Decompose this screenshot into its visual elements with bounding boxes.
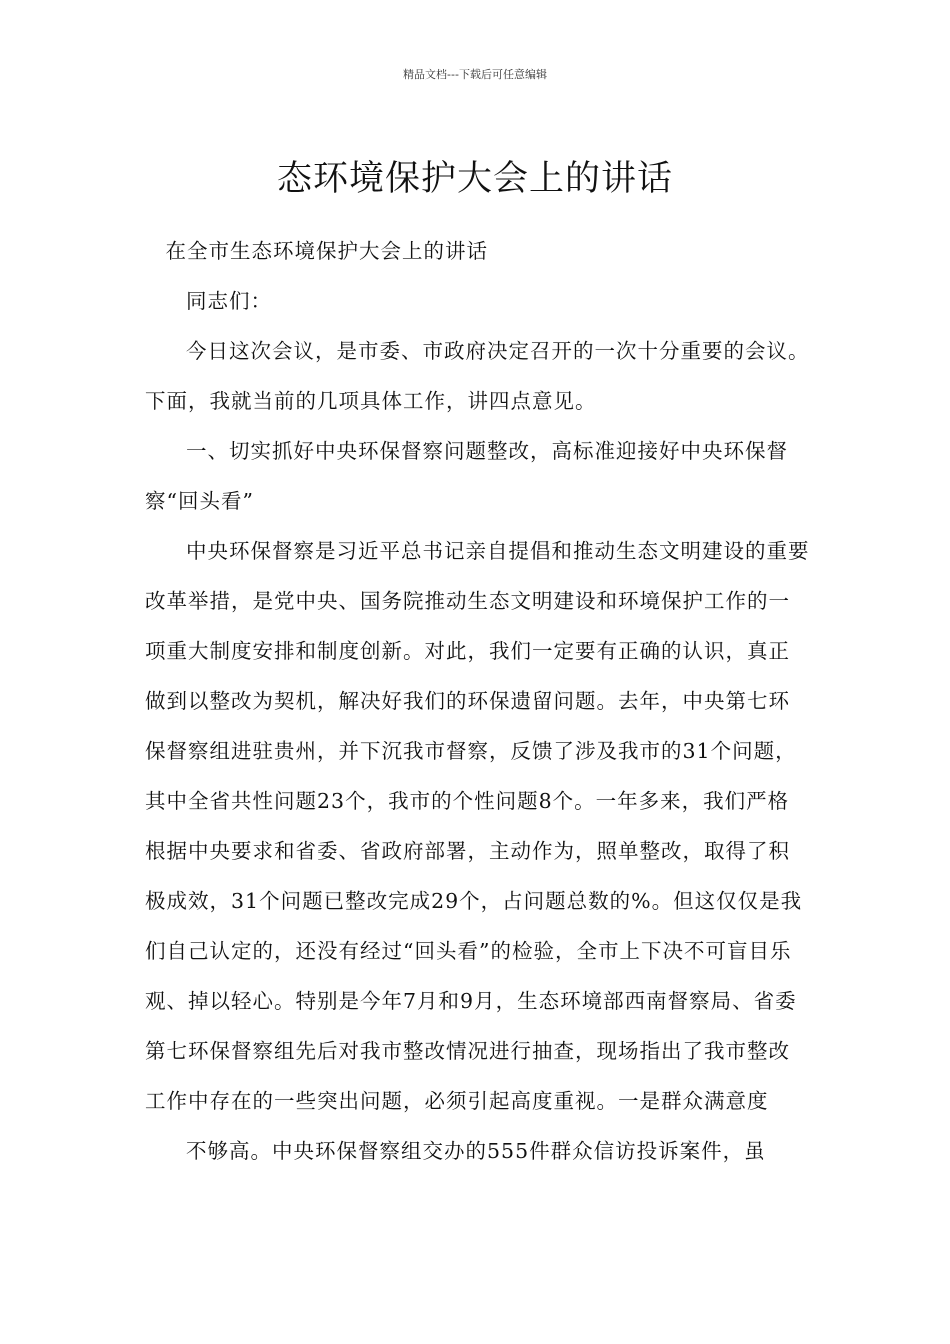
- section-heading-1: 一、切实抓好中央环保督察问题整改，高标准迎接好中央环保督察“回头看”: [145, 439, 788, 513]
- salutation: 同志们：: [186, 289, 272, 313]
- speech-subtitle: 在全市生态环境保护大会上的讲话: [165, 239, 488, 263]
- document-body: [145, 226, 810, 1176]
- header-note: 精品文档---下载后可任意编辑: [403, 68, 547, 81]
- paragraph-body-2: 不够高。中央环保督察组交办的555件群众信访投诉案件，虽: [186, 1139, 766, 1163]
- document-title: 态环境保护大会上的讲话: [276, 159, 673, 200]
- paragraph-body-1: 中央环保督察是习近平总书记亲自提倡和推动生态文明建设的重要改革举措，是党中央、国务院推动生态文明建设和环境保护工作的一项重大制度安排和制度创新。对此，我们一定要有正确的认识，真正做到以整改为契机，解决好我们的环保遗留问题。去年，中央第七环保督察组进驻贵州，并下沉我市督察，反馈了涉及我市的31个问题，其中全省共性问题23个，我市的个性问题8个。一年多来，我们严格根据中央要求和省委、省政府部署，主动作为，照单整改，取得了积极成效，31个问题已整改完成29个，占问题总数的%。但这仅仅是我们自己认定的，还没有经过“回头看”的检验，全市上下决不可盲目乐观、掉以轻心。特别是今年7月和9月，生态环境部西南督察局、省委第七环保督察组先后对我市整改情况进行抽查，现场指出了我市整改工作中存在的一些突出问题，必须引起高度重视。一是群众满意度: [145, 539, 810, 1113]
- paragraph-opening: 今日这次会议，是市委、市政府决定召开的一次十分重要的会议。下面，我就当前的几项具体工作，讲四点意见。: [145, 339, 810, 413]
